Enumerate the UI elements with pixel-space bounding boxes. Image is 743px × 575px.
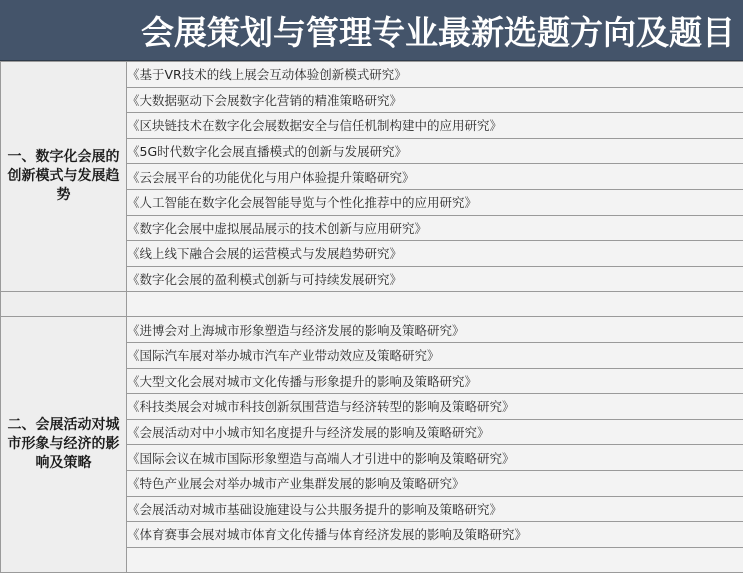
topic-cell: 《会展活动对城市基础设施建设与公共服务提升的影响及策略研究》 xyxy=(127,496,743,522)
topic-cell: 《特色产业展会对举办城市产业集群发展的影响及策略研究》 xyxy=(127,470,743,496)
topic-cell: 《5G时代数字化会展直播模式的创新与发展研究》 xyxy=(127,138,743,164)
page-title: 会展策划与管理专业最新选题方向及题目 xyxy=(141,12,735,52)
table-row xyxy=(1,62,743,88)
category-cell: 二、会展活动对城市形象与经济的影响及策略 xyxy=(1,317,127,573)
title-banner xyxy=(0,0,743,61)
topic-cell: 《线上线下融合会展的运营模式与发展趋势研究》 xyxy=(127,241,743,267)
topic-cell: 《科技类展会对城市科技创新氛围营造与经济转型的影响及策略研究》 xyxy=(127,394,743,420)
empty-cell xyxy=(1,292,127,317)
topic-cell: 《大数据驱动下会展数字化营销的精准策略研究》 xyxy=(127,87,743,113)
topic-cell: 《国际汽车展对举办城市汽车产业带动效应及策略研究》 xyxy=(127,342,743,368)
empty-cell xyxy=(127,547,743,573)
topic-cell: 《区块链技术在数字化会展数据安全与信任机制构建中的应用研究》 xyxy=(127,113,743,139)
topic-cell: 《进博会对上海城市形象塑造与经济发展的影响及策略研究》 xyxy=(127,317,743,343)
topic-cell: 《人工智能在数字化会展智能导览与个性化推荐中的应用研究》 xyxy=(127,189,743,215)
topic-cell: 《数字化会展的盈利模式创新与可持续发展研究》 xyxy=(127,266,743,292)
table-row xyxy=(1,317,743,343)
topic-cell: 《基于VR技术的线上展会互动体验创新模式研究》 xyxy=(127,62,743,88)
empty-cell xyxy=(127,292,743,317)
topic-cell: 《国际会议在城市国际形象塑造与高端人才引进中的影响及策略研究》 xyxy=(127,445,743,471)
spacer-row xyxy=(1,292,743,317)
topic-cell: 《云会展平台的功能优化与用户体验提升策略研究》 xyxy=(127,164,743,190)
topic-cell: 《大型文化会展对城市文化传播与形象提升的影响及策略研究》 xyxy=(127,368,743,394)
topic-cell: 《数字化会展中虚拟展品展示的技术创新与应用研究》 xyxy=(127,215,743,241)
topics-table xyxy=(0,61,743,573)
category-cell: 一、数字化会展的创新模式与发展趋势 xyxy=(1,62,127,292)
topic-cell: 《会展活动对中小城市知名度提升与经济发展的影响及策略研究》 xyxy=(127,419,743,445)
topic-cell: 《体育赛事会展对城市体育文化传播与体育经济发展的影响及策略研究》 xyxy=(127,522,743,548)
